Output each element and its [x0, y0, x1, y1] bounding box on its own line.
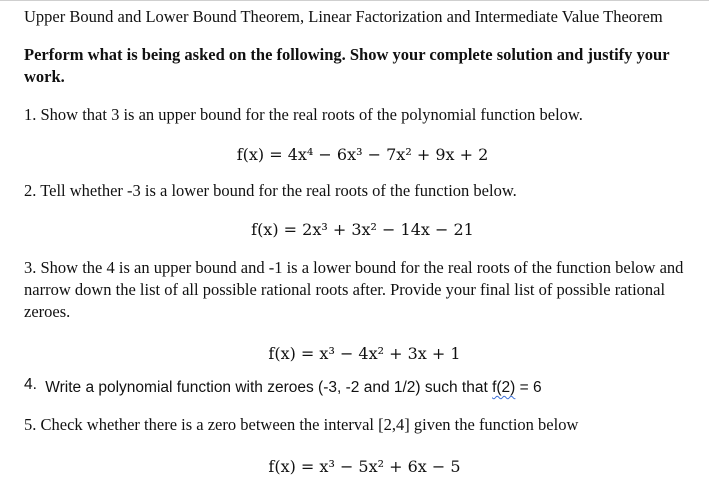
- question-2-text: 2. Tell whether -3 is a lower bound for the real roots of the function below.: [24, 181, 517, 200]
- spellcheck-marked-text: f(2): [492, 379, 516, 396]
- question-2-equation: f(x) = 2x³ + 3x² − 14x − 21: [251, 220, 474, 239]
- question-1-equation: f(x) = 4x⁴ − 6x³ − 7x² + 9x + 2: [236, 145, 489, 164]
- question-3-equation: f(x) = x³ − 4x² + 3x + 1: [268, 344, 461, 363]
- question-4-text: [24, 377, 699, 399]
- question-4-number: 4.: [24, 376, 37, 393]
- question-4-text-before: Write a polynomial function with zeroes (-3, -2 and 1/2) such that: [45, 379, 493, 396]
- question-5-equation: f(x) = x³ − 5x² + 6x − 5: [268, 457, 461, 476]
- worksheet-title: Upper Bound and Lower Bound Theorem, Linear Factorization and Intermediate Value Theorem: [24, 7, 663, 26]
- question-4-text-after: = 6: [515, 379, 542, 396]
- question-3-text: 3. Show the 4 is an upper bound and -1 is a lower bound for the real roots of the function below and narrow down the list of all possible rational roots after. Provide your final list of possible rational zeroes.: [24, 258, 684, 321]
- instructions: Perform what is being asked on the following. Show your complete solution and justify your work.: [24, 45, 670, 86]
- question-5-text: 5. Check whether there is a zero between the interval [2,4] given the function below: [24, 415, 579, 434]
- question-1-text: 1. Show that 3 is an upper bound for the real roots of the polynomial function below.: [24, 105, 583, 124]
